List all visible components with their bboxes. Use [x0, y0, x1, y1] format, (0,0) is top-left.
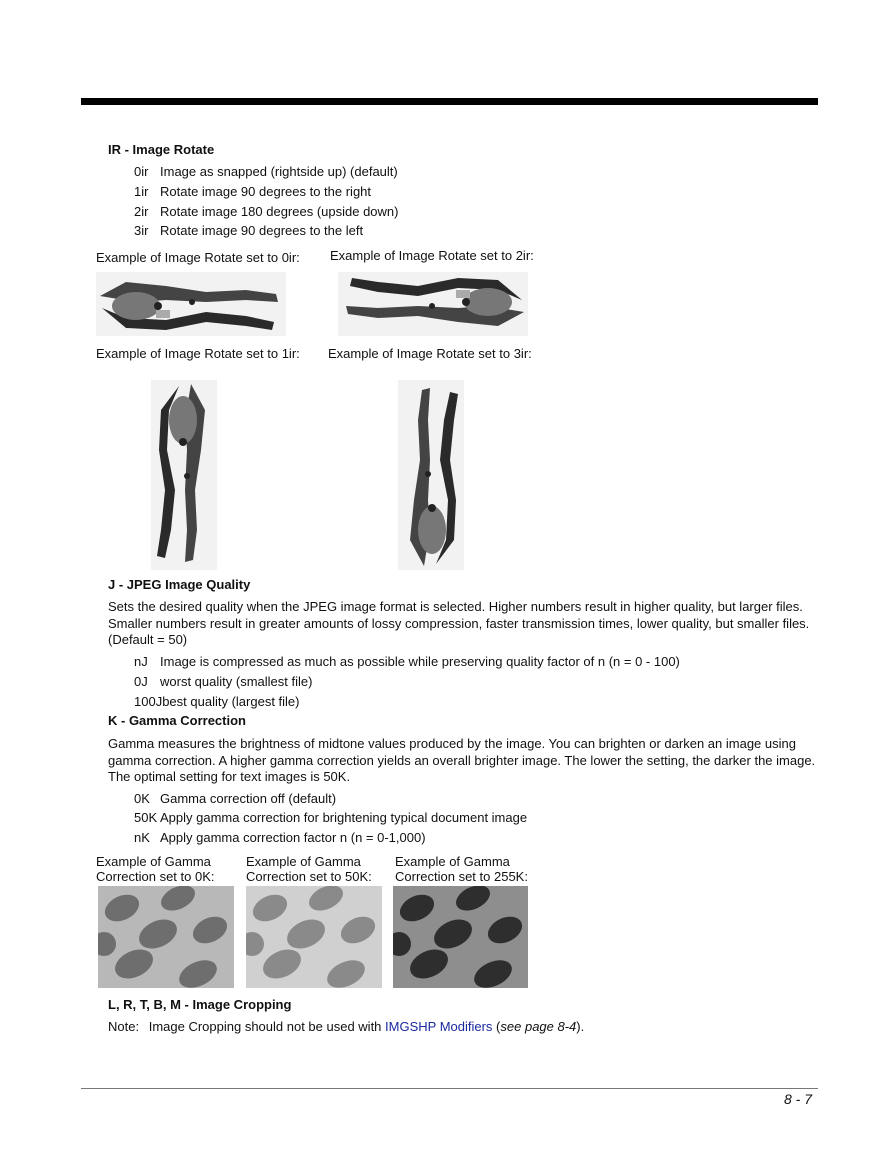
keypad-image-gamma-0k — [98, 886, 234, 988]
option-row — [134, 830, 426, 845]
section-heading-jpeg-quality: J - JPEG Image Quality — [108, 577, 251, 592]
option-code: 3ir — [134, 223, 149, 238]
note-text: Image Cropping should not be used with — [148, 1019, 386, 1034]
option-text: Image as snapped (rightside up) (default) — [160, 164, 398, 179]
option-code: 0ir — [134, 164, 149, 179]
option-code: nJ — [134, 654, 148, 669]
section-heading-image-rotate: IR - Image Rotate — [108, 142, 215, 157]
pliers-image-1ir — [151, 380, 217, 570]
option-code: 2ir — [134, 204, 149, 219]
example-caption-gamma-255k — [395, 855, 528, 884]
option-code: 0K — [134, 791, 150, 806]
example-caption-1ir: Example of Image Rotate set to 1ir: — [96, 346, 300, 361]
note-text: ). — [576, 1019, 585, 1034]
cropping-note — [108, 1019, 584, 1034]
example-caption-2ir: Example of Image Rotate set to 2ir: — [330, 248, 534, 263]
footer-rule — [81, 1088, 818, 1089]
jpeg-description: Sets the desired quality when the JPEG image format is selected. Higher numbers result in higher quality, but larger files. Smaller numbers result in greater amounts of lossy compression, faster transmission times, lower quality, but smaller files. (Default = 50) — [108, 599, 810, 647]
imgshp-modifiers-link[interactable]: IMGSHP Modifiers — [385, 1019, 493, 1034]
note-page-reference: see page 8-4 — [500, 1019, 577, 1034]
option-text: Image is compressed as much as possible while preserving quality factor of n (n = 0 - 100) — [160, 654, 680, 669]
option-row — [134, 694, 299, 709]
caption-line: Correction set to 50K: — [246, 868, 372, 884]
option-code: 50K — [134, 810, 158, 825]
option-row — [134, 674, 312, 689]
option-text: worst quality (smallest file) — [160, 674, 313, 689]
page-number: 8 - 7 — [783, 1091, 812, 1107]
gamma-description: Gamma measures the brightness of midtone values produced by the image. You can brighten or darken an image using gamma correction. A higher gamma correction yields an overall brighter image. The lower the setting, the darker the image. The optimal setting for text images is 50K. — [108, 736, 816, 784]
caption-line: Example of Gamma — [246, 854, 361, 869]
keypad-image-gamma-255k — [393, 886, 528, 988]
option-row — [134, 184, 371, 199]
note-label: Note: — [108, 1019, 140, 1034]
option-text: Gamma correction off (default) — [160, 791, 337, 806]
example-caption-3ir: Example of Image Rotate set to 3ir: — [328, 346, 532, 361]
caption-line: Correction set to 0K: — [96, 868, 215, 884]
option-text: Apply gamma correction factor n (n = 0-1,000) — [160, 830, 426, 845]
note-text: ( — [492, 1019, 501, 1034]
example-caption-gamma-50k — [246, 855, 372, 884]
option-code: 100J — [134, 694, 163, 709]
option-code: nK — [134, 830, 150, 845]
section-heading-image-cropping: L, R, T, B, M - Image Cropping — [108, 997, 292, 1012]
option-row — [134, 223, 363, 238]
caption-line: Correction set to 255K: — [395, 868, 528, 884]
pliers-image-0ir — [96, 272, 286, 336]
header-rule — [81, 98, 818, 105]
keypad-image-gamma-50k — [246, 886, 382, 988]
caption-line: Example of Gamma — [96, 854, 211, 869]
option-text: Rotate image 180 degrees (upside down) — [160, 204, 399, 219]
section-heading-gamma-correction: K - Gamma Correction — [108, 713, 246, 728]
option-text: best quality (largest file) — [162, 694, 300, 709]
example-caption-gamma-0k — [96, 855, 215, 884]
option-text: Apply gamma correction for brightening typical document image — [160, 810, 528, 825]
option-row — [134, 164, 398, 179]
option-text: Rotate image 90 degrees to the left — [160, 223, 364, 238]
option-text: Rotate image 90 degrees to the right — [160, 184, 372, 199]
option-row — [134, 791, 336, 806]
pliers-image-3ir — [398, 380, 464, 570]
caption-line: Example of Gamma — [395, 854, 510, 869]
option-code: 1ir — [134, 184, 149, 199]
option-row — [134, 204, 398, 219]
example-caption-0ir: Example of Image Rotate set to 0ir: — [96, 250, 300, 265]
pliers-image-2ir — [338, 272, 528, 336]
option-row — [134, 654, 680, 669]
option-code: 0J — [134, 674, 148, 689]
option-row — [134, 810, 527, 825]
